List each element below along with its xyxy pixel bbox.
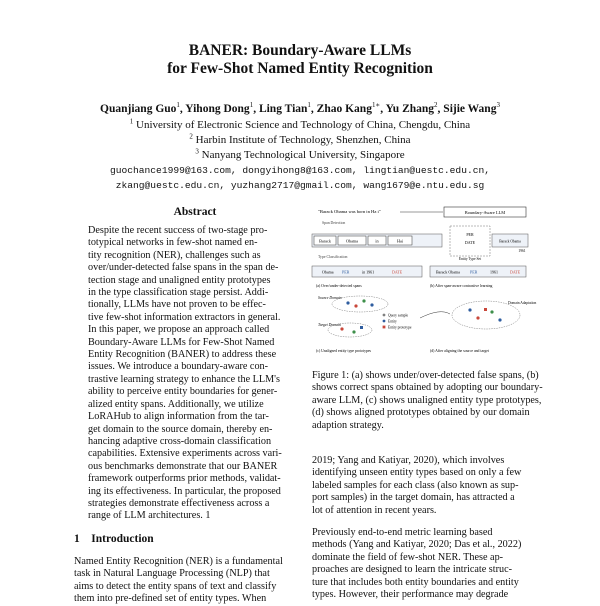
text-line: ing its effectiveness. In particular, the proposed [88, 485, 281, 497]
type-per: PER [466, 232, 474, 237]
body-paragraph-2 [312, 527, 534, 601]
text-line: get domain to the source domain, thereby en- [88, 423, 273, 435]
token: Hai [396, 238, 404, 244]
legend-proto-label: Entity prototype [388, 325, 412, 330]
text-line: range of LLM architectures. 1 [88, 510, 211, 522]
text-line: port samples) in the target domain, has attracted a [312, 492, 515, 504]
abstract-heading: Abstract [173, 206, 217, 218]
text-line: alized entity spans. Additionally, we utilize [88, 398, 264, 410]
paper-title-line1: BANER: Boundary-Aware LLMs [188, 42, 412, 59]
entity-point [362, 299, 365, 302]
subfigure-c-caption: (c) Unaligned entity type prototypes [316, 349, 372, 353]
adaptation-arrow [420, 312, 450, 318]
entity-point [340, 327, 343, 330]
text-line: capabilities. Extensive experiments across vari- [88, 448, 282, 460]
token: Obama [322, 269, 334, 275]
affiliation [0, 149, 600, 161]
text-line: Figure 1: (a) shows under/over-detected false spans, (b) [312, 370, 539, 381]
text-line: Boundary-Aware LLMs for Few-Shot Named [88, 336, 275, 348]
text-line: Despite the recent success of two-stage pro- [88, 225, 268, 236]
prototype-point [360, 326, 363, 329]
legend-query-label: Query sample [388, 313, 409, 318]
subfigure-b-caption: (b) After span-aware contrastive learning [430, 284, 493, 288]
domain-adaptation-label: Domain Adaptation [508, 301, 537, 305]
section-heading-introduction [74, 533, 154, 545]
text-line: labeled samples for each class (also known as sup- [312, 479, 519, 491]
author: Zhao Kang [316, 103, 372, 115]
aligned-cluster [452, 301, 520, 329]
subfigure-a-caption: (a) Over/under-detected spans [316, 284, 362, 288]
text-line: task in Natural Language Processing (NLP) that [74, 568, 270, 580]
text-line: Named Entity Recognition (NER) is a fundamental [74, 556, 283, 567]
entity-point [352, 330, 355, 333]
author-mark: 1 [249, 101, 254, 110]
token: in 1961 [362, 269, 375, 275]
abstract-body [88, 225, 306, 523]
author: Yihong Dong [185, 103, 250, 115]
author-mark: 1 [176, 101, 180, 110]
author: Quanjiang Guo [100, 103, 177, 115]
author-mark: 2 [434, 101, 438, 110]
token-type: DATE [510, 269, 521, 275]
type-date: DATE [464, 240, 476, 245]
token: 1961 [518, 249, 526, 253]
affiliation [0, 134, 600, 146]
section-title: Introduction [91, 533, 154, 545]
entity-point [354, 304, 357, 307]
type-classification-label: Type Classification [318, 255, 348, 259]
token: Obama [345, 238, 359, 244]
text-line: trastive learning strategy to enhance the LLM's [88, 373, 280, 385]
text-line: aims to detect the entity spans of text and classify [74, 580, 277, 592]
text-line: hancing adaptive cross-domain classification [88, 435, 272, 447]
body-paragraph-1 [312, 455, 534, 517]
text-line: In this paper, we propose an approach called [88, 324, 270, 336]
text-line: Entity Recognition (BANER) to address these [88, 349, 277, 361]
legend-entity-label: Entity [388, 319, 397, 324]
entity-type-set-label: Entity Type Set [458, 257, 482, 261]
affiliation-mark: 3 [195, 147, 199, 156]
token-type: PER [342, 269, 350, 275]
target-domain-label: Target Domain [318, 323, 341, 327]
text-line: LoRAHub to align information from the tar- [88, 411, 269, 423]
text-line: in the type classification stage persist. Addi- [88, 287, 269, 299]
affiliation-mark: 1 [129, 117, 134, 126]
text-line: over/under-detected false spans in the span de- [88, 262, 279, 274]
author-mark: 1∗ [371, 101, 381, 110]
section-number: 1 [74, 533, 80, 545]
author-list: Quanjiang Guo$^1$, Yihong Dong$^1$, Ling Tian$^1$, Zhao Kang$^{1∗}$, Yu Zhang$^2$, Sijie Wang$^3$ [100, 101, 500, 115]
token-type: PER [470, 269, 478, 275]
text-line: proaches are designed to learn the intricate struc- [312, 564, 512, 576]
text-line: dominate the field of few-shot NER. These ap- [312, 551, 504, 563]
text-line: tionally, LLMs have not proven to be effec- [88, 299, 266, 311]
text-line: identifying unseen entity types based on only a few [312, 467, 522, 479]
email-line[interactable]: guochance1999@163.com, dongyihong8@163.com, lingtian@uestc.edu.cn, [110, 165, 490, 176]
figure-input-sentence: "Barack Obama was born in Ha i" [318, 209, 381, 214]
text-line: tity recognition (NER), challenges such as [88, 249, 261, 261]
affiliation-text: University of Electronic Science and Technology of China, Chengdu, China [136, 119, 471, 131]
entity-point [346, 301, 349, 304]
entity-point [490, 310, 493, 313]
text-line: ture that includes both entity boundaries and entity [312, 576, 519, 588]
token: Barack Obama [499, 239, 521, 244]
text-line: them into pre-defined set of entity types. When [74, 593, 267, 605]
affiliation [0, 119, 600, 131]
source-domain-label: Source Domain [318, 296, 342, 300]
prototype-point [484, 308, 487, 311]
token-type: DATE [392, 269, 403, 275]
token: in [375, 238, 379, 244]
text-line: ability to perceive entity boundaries for gener- [88, 386, 278, 398]
author: Sijie Wang [443, 103, 497, 115]
text-line: adaption strategy. [312, 419, 384, 431]
text-line: totypical networks in few-shot named en- [88, 237, 258, 249]
figure-1 [300, 200, 537, 360]
text-line: methods (Yang and Katiyar, 2020; Das et al., 2022) [312, 539, 522, 551]
text-line: shows correct spans obtained by adopting our boundary- [312, 382, 543, 394]
text-line: Previously end-to-end metric learning based [312, 527, 493, 538]
introduction-body [74, 556, 296, 606]
text-line: lot of attention in recent years. [312, 504, 437, 516]
affiliation-text: Nanyang Technological University, Singapore [201, 149, 405, 161]
affiliation-text: Harbin Institute of Technology, Shenzhen, China [195, 134, 411, 146]
legend-proto-marker [383, 326, 386, 329]
figure-1-caption [312, 370, 543, 432]
affiliation-mark: 2 [189, 132, 193, 141]
legend-entity-marker [383, 320, 386, 323]
author: Yu Zhang [385, 103, 435, 115]
token: Barack Obama [436, 269, 460, 275]
text-line: types. However, their performance may degrade [312, 589, 509, 601]
entity-point [370, 303, 373, 306]
author-mark: 1 [307, 101, 311, 110]
span-detection-label: Span Detection [322, 221, 346, 225]
model-label: Boundary-Aware LLM [464, 210, 506, 215]
text-line: 2019; Yang and Katiyar, 2020), which involves [312, 455, 505, 466]
text-line: (d) shows aligned prototypes obtained by our domain [312, 407, 530, 419]
text-line: tection stage and unaligned entity prototypes [88, 274, 271, 286]
author: Ling Tian [258, 103, 308, 115]
text-line: strategies demonstrate effectiveness across a [88, 497, 270, 509]
subfigure-d-caption: (d) After aligning the source and target [430, 349, 489, 353]
entity-point [468, 308, 471, 311]
text-line: ous benchmarks demonstrate that our BANER [88, 460, 278, 472]
text-line: tive few-shot information extractors in general. [88, 311, 281, 323]
text-line: framework outperforms prior methods, validat- [88, 473, 281, 485]
token: Barack [319, 238, 331, 244]
email-line[interactable]: zkang@uestc.edu.cn, yuzhang2717@gmail.com, wang1679@e.ntu.edu.sg [115, 180, 485, 191]
paper-title-line2: for Few-Shot Named Entity Recognition [167, 60, 433, 77]
token: 1961 [490, 269, 498, 275]
text-line: aware LLM, (c) shows unaligned entity type prototypes, [312, 394, 542, 406]
author-mark: 3 [496, 101, 500, 110]
entity-point [476, 316, 479, 319]
legend-query-marker [383, 314, 386, 317]
text-line: issues. We introduce a boundary-aware con- [88, 361, 269, 373]
entity-point [498, 318, 501, 321]
